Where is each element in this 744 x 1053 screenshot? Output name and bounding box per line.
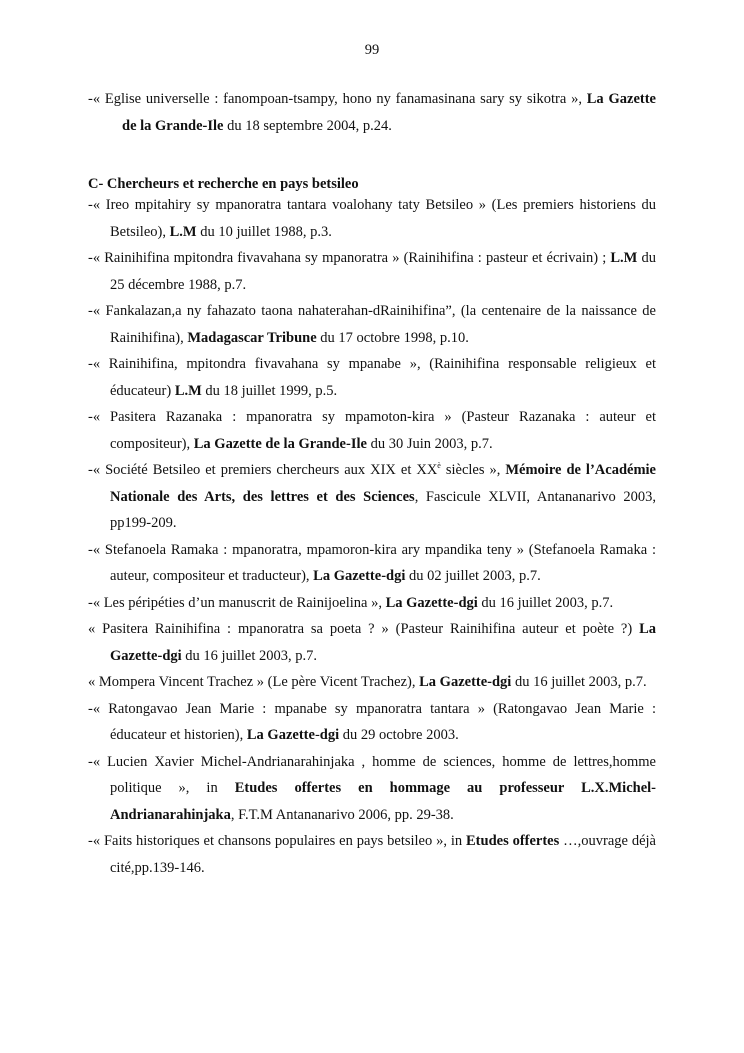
entry-text: , F.T.M Antananarivo 2006, pp. 29-38. <box>230 806 454 823</box>
bibliography-entry <box>88 590 656 617</box>
section-heading: C- Chercheurs et recherche en pays betsileo <box>88 176 359 192</box>
entry-text: -« Stefanoela Ramaka : mpanoratra, mpamoron-kira ary mpandika teny » (Stefanoela Ramaka : auteur, compositeur et traducteur), <box>88 541 656 584</box>
publication-title: La Gazette-dgi <box>110 621 656 664</box>
entry-text: du 18 septembre 2004, p.24. <box>223 117 392 134</box>
publication-title: Madagascar Tribune <box>187 329 317 346</box>
entry-text: du 29 octobre 2003. <box>339 727 459 743</box>
entry-text: -« Fankalazan,a ny fahazato taona nahaterahan-dRainihifina”, (la centenaire de la naissance de Rainihifina), <box>88 303 656 346</box>
publication-title: Etudes offertes en hommage au professeur L.X.Michel-Andrianarahinjaka <box>110 780 656 823</box>
entry-text: du 16 juillet 2003, p.7. <box>181 647 318 664</box>
entry-text: , Fascicule XLVII, Antananarivo 2003, pp199-209. <box>110 488 656 531</box>
publication-title: L.M <box>174 382 202 399</box>
entry-text: du 02 juillet 2003, p.7. <box>405 568 541 584</box>
publication-title: L.M <box>169 223 197 240</box>
bibliography-entry <box>88 749 656 829</box>
entry-text: du 18 juillet 1999, p.5. <box>201 382 338 399</box>
entry-text: -« Société Betsileo et premiers chercheurs aux XIX et XX <box>88 462 438 478</box>
entry-text: du 30 Juin 2003, p.7. <box>366 435 493 452</box>
bibliography-entry <box>88 457 656 537</box>
entry-text: -« Ireo mpitahiry sy mpanoratra tantara voalohany taty Betsileo » (Les premiers historiens du Betsileo), <box>88 197 656 240</box>
bibliography-entry <box>88 669 656 696</box>
bibliography <box>88 86 656 881</box>
bibliography-entry <box>88 616 656 669</box>
entry-text: du 16 juillet 2003, p.7. <box>511 674 647 690</box>
entry-text: -« Rainihifina, mpitondra fivavahana sy mpanabe », (Rainihifina responsable religieux et éducateur) <box>88 356 656 399</box>
publication-title: La Gazette-dgi <box>313 568 406 584</box>
entry-text: « Pasitera Rainihifina : mpanoratra sa poeta ? » (Pasteur Rainihifina auteur et poète ?) <box>88 621 640 637</box>
entry-text: è <box>437 461 441 471</box>
bibliography-entry <box>88 351 656 404</box>
entry-text: -« Faits historiques et chansons populaires en pays betsileo », in <box>88 833 466 849</box>
page-number: 99 <box>364 42 380 58</box>
bibliography-entry <box>88 86 656 139</box>
bibliography-entry <box>88 696 656 749</box>
entry-text: siècles », <box>440 462 506 478</box>
entry-list <box>88 192 656 881</box>
entry-text: du 16 juillet 2003, p.7. <box>477 594 614 611</box>
publication-title: La Gazette-dgi <box>419 674 512 690</box>
publication-title: La Gazette de la Grande-Ile <box>193 435 367 452</box>
publication-title: La Gazette <box>246 727 315 743</box>
entry-text: -« Eglise universelle : fanompoan-tsampy, hono ny fanamasinana sary sy sikotra », <box>88 91 587 107</box>
publication-title: Mémoire de l’Académie Nationale des Arts, des lettres et des Sciences <box>110 462 656 505</box>
bibliography-entry <box>88 245 656 298</box>
publication-title: dgi <box>319 727 340 743</box>
entry-text: -« Lucien Xavier Michel-Andrianarahinjaka , homme de sciences, homme de lettres,homme politique », in <box>88 753 656 796</box>
publication-title: L.M <box>610 250 638 266</box>
entry-text: du 10 juillet 1988, p.3. <box>196 223 332 240</box>
entry-text: - <box>314 727 320 743</box>
entry-text: du 17 octobre 1998, p.10. <box>316 329 469 346</box>
entry-text: …,ouvrage déjà cité,pp.139-146. <box>110 833 656 876</box>
bibliography-entry <box>88 828 656 881</box>
entry-text: du 25 décembre 1988, p.7. <box>110 250 656 293</box>
bibliography-entry <box>88 298 656 351</box>
entry-text: -« Pasitera Razanaka : mpanoratra sy mpamoton-kira » (Pasteur Razanaka : auteur et compositeur), <box>88 409 656 452</box>
entry-text: -« Rainihifina mpitondra fivavahana sy mpanoratra » (Rainihifina : pasteur et écrivain) ; <box>88 250 611 266</box>
entry-text: -« Les péripéties d’un manuscrit de Rainijoelina », <box>88 594 386 611</box>
bibliography-entry <box>88 192 656 245</box>
bibliography-entry <box>88 404 656 457</box>
publication-title: La Gazette de la Grande-Ile <box>122 91 656 134</box>
entry-text: -« Ratongavao Jean Marie : mpanabe sy mpanoratra tantara » (Ratongavao Jean Marie : éducateur et historien), <box>88 700 656 743</box>
publication-title: Etudes offertes <box>466 833 560 849</box>
publication-title: La Gazette-dgi <box>385 594 478 611</box>
entry-text: « Mompera Vincent Trachez » (Le père Vicent Trachez), <box>88 674 420 690</box>
bibliography-entry <box>88 537 656 590</box>
